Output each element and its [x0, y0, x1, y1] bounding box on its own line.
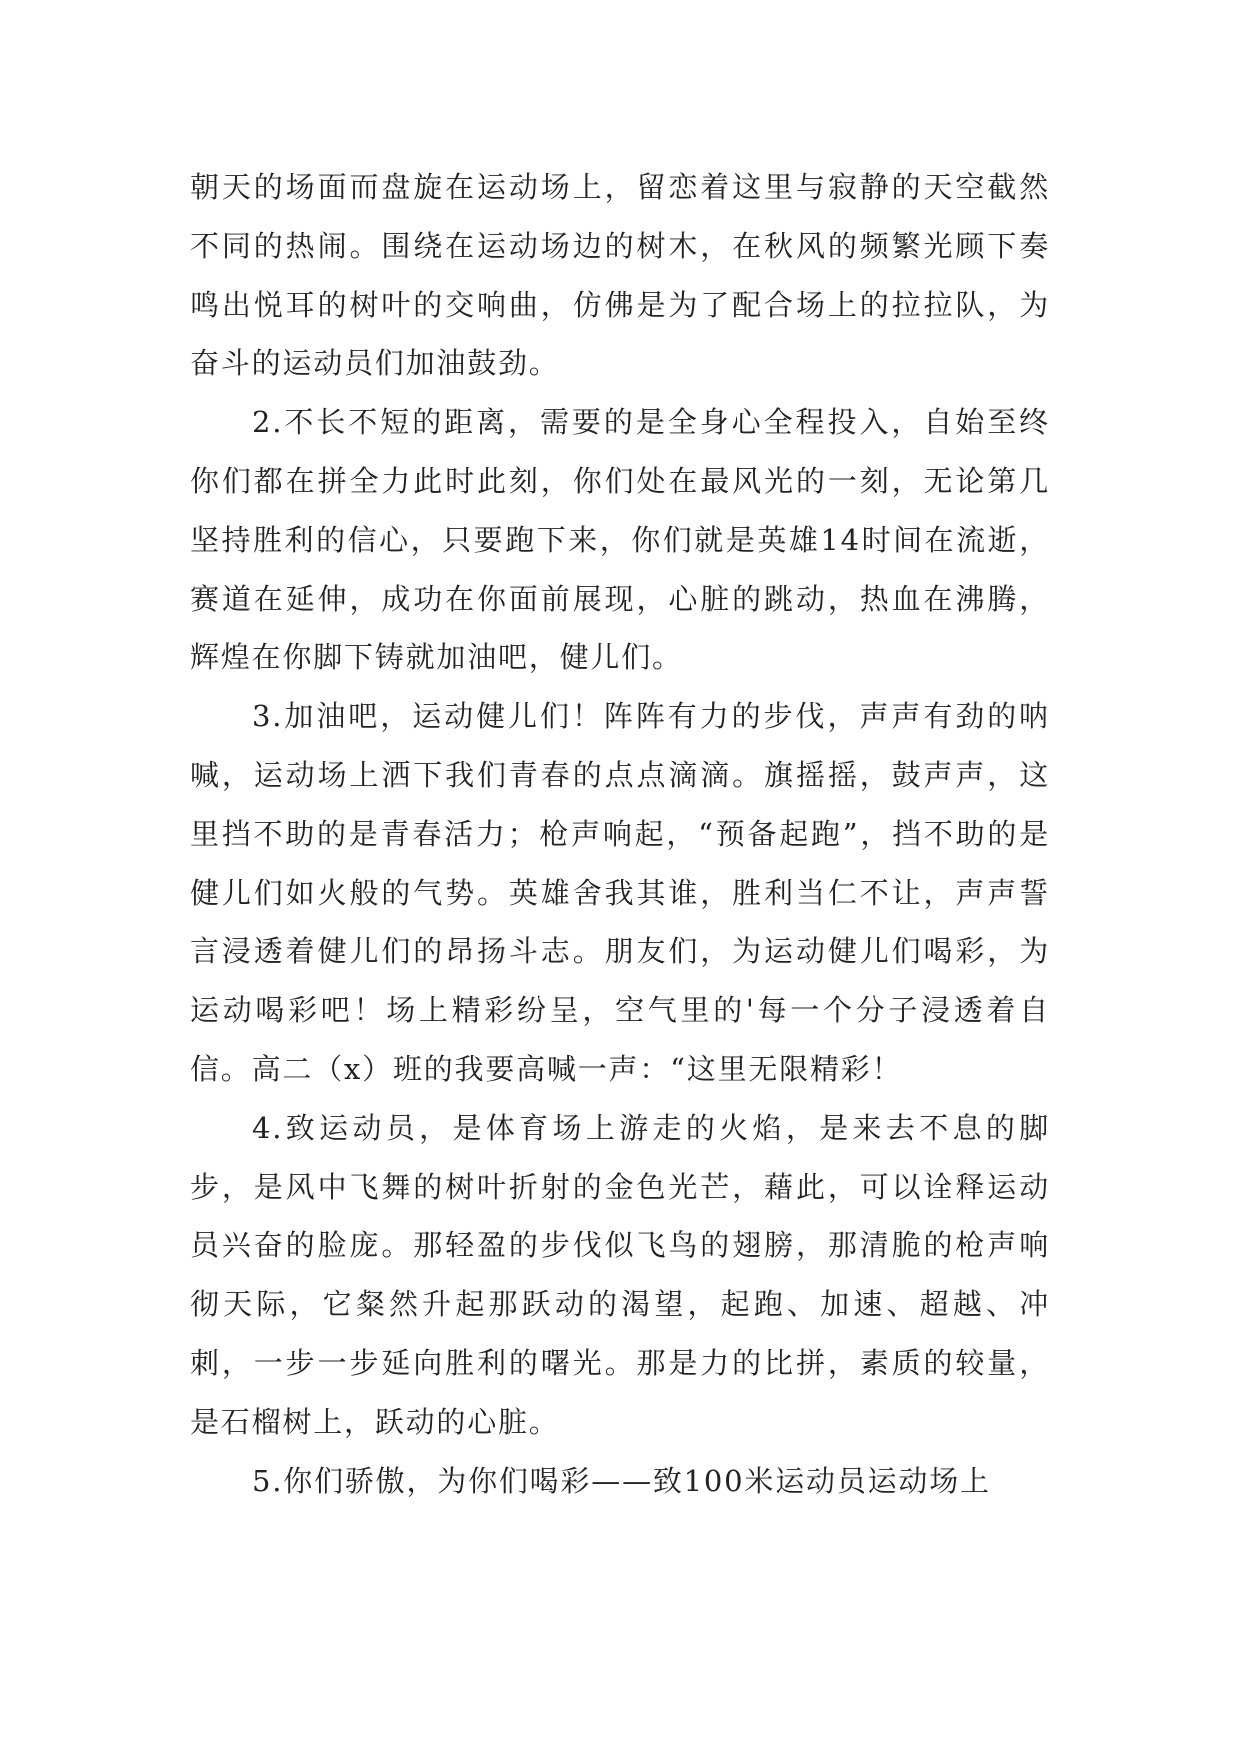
paragraph-2: 2.不长不短的距离，需要的是全身心全程投入，自始至终你们都在拼全力此时此刻，你们处在最风光的一刻，无论第几坚持胜利的信心，只要跑下来，你们就是英雄14时间在流逝，赛道在延伸，成功在你面前展现，心脏的跳动，热血在沸腾，辉煌在你脚下铸就加油吧，健儿们。 [190, 405, 1050, 675]
document-body [190, 158, 1050, 1510]
paragraph-5: 5.你们骄傲，为你们喝彩——致100米运动员运动场上 [252, 1463, 991, 1498]
paragraph-1: 朝天的场面而盘旋在运动场上，留恋着这里与寂静的天空截然不同的热闹。围绕在运动场边的树木，在秋风的频繁光顾下奏鸣出悦耳的树叶的交响曲，仿佛是为了配合场上的拉拉队，为奋斗的运动员们加油鼓劲。 [190, 170, 1050, 381]
paragraph-4: 4.致运动员，是体育场上游走的火焰，是来去不息的脚步，是风中飞舞的树叶折射的金色光芒，藉此，可以诠释运动员兴奋的脸庞。那轻盈的步伐似飞鸟的翅膀，那清脆的枪声响彻天际，它粲然升起那跃动的渴望，起跑、加速、超越、冲刺，一步一步延向胜利的曙光。那是力的比拼，素质的较量，是石榴树上，跃动的心脏。 [190, 1110, 1050, 1439]
paragraph-3: 3.加油吧，运动健儿们！阵阵有力的步伐，声声有劲的呐喊，运动场上洒下我们青春的点点滴滴。旗摇摇，鼓声声，这里挡不助的是青春活力；枪声响起，“预备起跑”，挡不助的是健儿们如火般的气势。英雄舍我其谁，胜利当仁不让，声声誓言浸透着健儿们的昂扬斗志。朋友们，为运动健儿们喝彩，为运动喝彩吧！场上精彩纷呈，空气里的'每一个分子浸透着自信。高二（x）班的我要高喊一声：“这里无限精彩！ [190, 699, 1050, 1086]
